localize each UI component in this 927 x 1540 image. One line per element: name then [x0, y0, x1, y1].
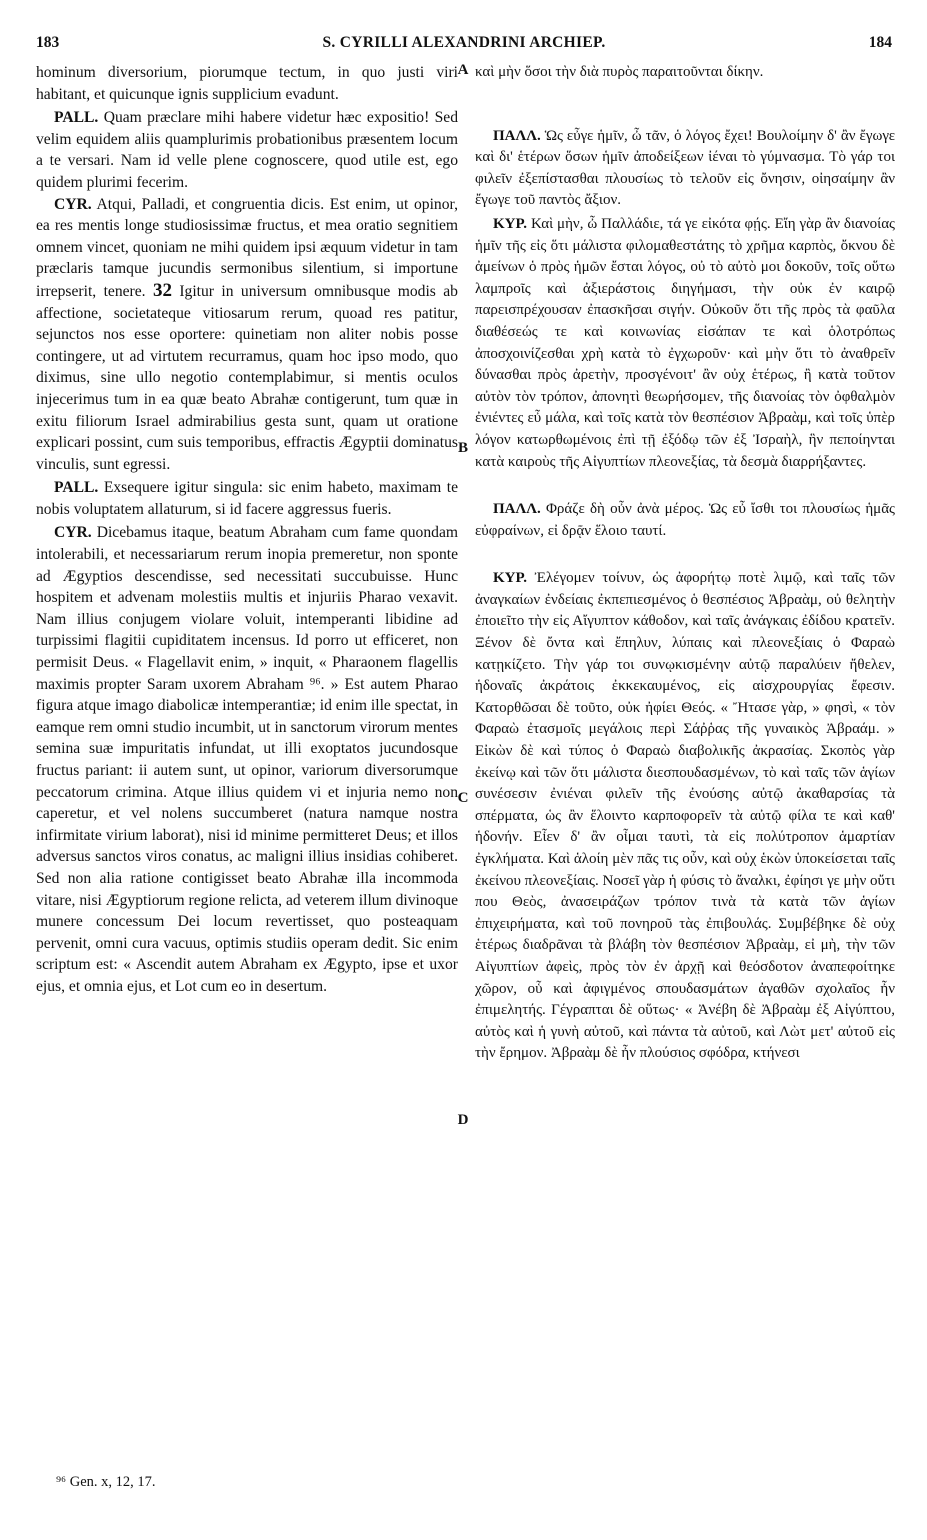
greek-paragraph — [475, 499, 895, 542]
page-number-left: 183 — [36, 34, 60, 51]
paragraph-text: καὶ μὴν ὅσοι τὴν διὰ πυρὸς παραιτοῦνται δίκην. — [475, 64, 764, 80]
footnote: ⁹⁶ Gen. x, 12, 17. — [56, 1474, 156, 1490]
greek-paragraph — [475, 568, 895, 1065]
speaker-label: PALL. — [54, 109, 99, 127]
speaker-label: ΠΑΛΛ. — [493, 127, 541, 144]
latin-paragraph — [36, 522, 458, 997]
margin-marker-c: C — [457, 790, 469, 806]
greek-paragraph — [475, 214, 895, 473]
speaker-label: PALL. — [54, 479, 99, 497]
paragraph-text: Ἐλέγομεν τοίνυν, ὡς ἀφορήτῳ ποτὲ λιμῷ, καὶ ταῖς τῶν ἀναγκαίων ἐνδείαις ἐκπεπιεσμένος ὁ θεσπέσιος Ἀβραὰμ, οὐ θελητὴν ἐποιεῖτο τὴν εἰς Αἴγυπτον κάθοδον, καὶ ταῖς ἀνάγκαις ἐδίδου κρατεῖν. Ξένον δὲ ὄντα καὶ ἔπηλυν, λύπαις καὶ πλεονεξίαις ὁ Φαραὼ κατῃκίζετο. Τὴν γάρ τοι συνῳκισμένην αὐτῷ παραλύειν ἤθελεν, ἡδοναῖς ἀκράτοις ἐκκεκαυμένος, εἰς αἰσχρουργίας ἔφεσιν. Κατορθῶσαι δὲ τοῦτο, οὐκ ἠφίει Θεός. « Ἤτασε γὰρ, » φησὶ, « τὸν Φαραὼ ἐτασμοῖς μεγάλοις περὶ Σάῤῥας τῆς γυναικὸς Ἀβραάμ. » Εἰκὼν δὲ καὶ τύπος ὁ Φαραὼ διαβολικῆς ἀκρασίας. Σκοπὸς γὰρ ἐκείνῳ καὶ τῶν ὅτι μάλιστα διεσπουδασμένων, τὸ καὶ ταῖς τῶν ἁγίων συνέσεσιν ἐνιέναι φιλεῖν τῆς ἐνούσης αὐτῷ ἀκαθαρσίας τὰ σπέρματα, ὡς ἂν ἕλοιντο καρποφορεῖν τὰ αὐτῷ φίλα τε καὶ καθ' ἡδονήν. Εἶεν δ' ἂν οἶμαι ταυτὶ, τὰ εἰς πολύτροπον ἁμαρτίαν ἐγκλήματα. Καὶ ἁλοίη μὲν πᾶς τις οὖν, καὶ οὐχ ἑκὼν ὑποκείσεται ταῖς ἐκείνου πλεονεξίαις. Νοσεῖ γὰρ ἡ φύσις τὸ ἄναλκι, ἐφίησι γε μὴν οὔτι που Θεὸς, ἀνασειράζων τρόπον τινὰ τὰ κατὰ τῶν ἁγίων ἐπιχειρήματα, καὶ τοῦ πονηροῦ τὰς ἐπιβουλάς. Συμβέβηκε δὲ οὐχ ἑτέρως διαδρᾶναι τὰ βλάβη τὸν θεσπέσιον Ἀβραὰμ, εἰ μὴ, τὴν τῶν Αἰγυπτίων ἀφεὶς, πρὸς τὸν ἐν ἀρχῇ καὶ θεόσδοτον ἀναπεφοίτηκε χῶρον, οὗ καὶ ἀφιγμένος σπουδασμάτων ἀγαθῶν σχολαῖος ἦν ἐπιμελητής. Γέγραπται δὲ οὕτως· « Ἀνέβη δὲ Ἀβραὰμ ἐξ Αἰγύπτου, αὐτὸς καὶ ἡ γυνὴ αὐτοῦ, καὶ πάντα τὰ αὐτοῦ, καὶ Λὼτ μετ' αὐτοῦ εἰς τὴν ἔρημον. Ἀβραὰμ δὲ ἦν πλούσιος σφόδρα, κτήνεσι — [475, 570, 895, 1062]
speaker-label: CYR. — [54, 195, 92, 213]
section-number: 32 — [152, 279, 172, 301]
latin-paragraph — [36, 477, 458, 520]
latin-column — [36, 62, 458, 998]
paragraph-text: Exsequere igitur singula: sic enim habeto, maximam te nobis voluptatem allaturum, si id facere aggressus fueris. — [36, 479, 458, 518]
running-title: S. CYRILLI ALEXANDRINI ARCHIEP. — [322, 34, 606, 51]
latin-paragraph — [36, 107, 458, 193]
margin-marker-a: A — [457, 62, 469, 78]
greek-paragraph — [475, 126, 895, 212]
page-number-right: 184 — [868, 34, 892, 51]
latin-paragraph — [36, 62, 458, 105]
greek-column — [475, 62, 895, 1065]
latin-paragraph — [36, 194, 458, 476]
paragraph-text: hominum diversorium, piorumque tectum, in quo justi viri habitant, et quicunque ignis supplicium evadunt. — [36, 64, 458, 103]
speaker-label: ΚΥΡ. — [493, 570, 528, 587]
speaker-label: CYR. — [54, 524, 92, 542]
paragraph-text: Igitur in universum omnibusque modis ab affectione, societateque vitiosarum rerum, quoad res patitur, sejunctos nos esse oportere: quinetiam non aliter nobis posse contingere, ut ad virtutem recurramus, quam hoc ipso modo, quo diximus, sine ullo negotio contemplabimur, si mentis oculos injecerimus tum in ea quæ beato Abrahæ contigerunt, tum quæ in exitu filiorum Israel admirabilius gesta sunt, quam ut oratione explicari possint, cum suis temporibus, effractis Ægyptii dominatus vinculis, sunt egressi. — [36, 282, 458, 473]
margin-marker-d: D — [457, 1112, 469, 1128]
paragraph-text: Dicebamus itaque, beatum Abraham cum fame quondam intolerabili, et necessariarum rerum inopia premeretur, non sponte ad Ægyptios descendisse, sed necessitati succubuisse. Hunc hospitem et advenam molestiis multis et injuriis Pharao vexavit. Nam illius conjugem violare voluit, intemperanti libidine ad turpissimi flagitii cupiditatem incensus. Id porro ut efficeret, non permisit Deus. « Flagellavit enim, » inquit, « Pharaonem flagellis maximis propter Saram uxorem Abraham ⁹⁶. » Est autem Pharao figura atque imago diabolicæ intemperantiæ; id enim ille spectat, in eamque rem omni studio incumbit, ut in sanctorum virorum mentes semina suæ impuritatis infundat, ut illi exoptatos jucundosque fructus pariant: ii autem sunt, ut opinor, variorum diversorumque peccatorum crimina. Atque illius quidem vi et injuria nemo non caperetur, et vel nolens succumberet (natura namque nostra infirmitate virium laborat), nisi id minime permitteret Deus; et illos adversus sanctos viros conatus, ac maligni illius insidias cohiberet. Sed non alia ratione contigisset beato Abrahæ illa incommoda vitare, nisi Ægyptiorum regione relicta, ad veterem illum divinoque munere concessum Dei locum revertisset, quo posteaquam pervenit, omni cura vacuus, optimis studiis operam dedit. Sic enim scriptum est: « Ascendit autem Abraham ex Ægypto, ipse et uxor ejus, et omnia ejus, et Lot cum eo in desertum. — [36, 524, 458, 995]
paragraph-text: Φράζε δὴ οὖν ἀνὰ μέρος. Ὡς εὖ ἴσθι τοι πλουσίως ἡμᾶς εὐφραίνων, εἰ δρᾷν ἕλοιο ταυτί. — [475, 501, 896, 539]
paragraph-text: Quam præclare mihi habere videtur hæc expositio! Sed velim equidem aliis quamplurimis probationibus præsentem locum a te versari. Nam id velle plene cognoscere, quod utile est, ego quidem plurimi fecerim. — [36, 109, 459, 191]
margin-marker-b: B — [457, 440, 468, 456]
speaker-label: ΠΑΛΛ. — [493, 501, 541, 518]
page-header — [36, 34, 892, 58]
speaker-label: ΚΥΡ. — [493, 215, 528, 232]
paragraph-text: Καὶ μὴν, ὦ Παλλάδιε, τά γε εἰκότα φῄς. Εἴη γὰρ ἂν διανοίας ἡμῖν τῆς εἰς ὅτι μάλιστα φιλομαθεστάτης τὸ χρῆμα καρπὸς, ὄκνου δὲ ἀμείνων ὁ πρὸς ἡμῶν ἔσται λόγος, οὐ τὸ αὐτὸ μοι δοκοῦν, τοῖς οὕτω λαμπροῖς καὶ ἀξιεράστοις διηγήμασι, τὴν οὐκ ἐν καιρῷ παρεισπρέχουσαν ἐπασκῆσαι σιγήν. Οὐκοῦν ὅτι τῆς πρὸς τὰ φαῦλα διαθέσεώς τε καὶ κοινωνίας εἰσάπαν τε καὶ ὁλοτρόπως ἀποσχοινίζεσθαι χρὴ κατὰ τὸ ἐγχωροῦν· καὶ μὴν ὅτι τὸ ἀναθρεῖν δύνασθαι πρὸς ἀρετὴν, προσγένοιτ' ἂν οὐχ ἑτέρως, ἢ κατὰ τοῦτον αὐτὸν τὸν τρόπον, ἀπονητὶ θεωρήσομεν, τῆς διανοίας τὸν ὀφθαλμὸν ἐνιέντες εὖ μάλα, καὶ τοῖς κατὰ τὸν θεσπέσιον Ἀβραὰμ, καὶ τοῖς ὑπὲρ λόγον κατωρθωμένοις ἐπὶ τῇ ἐξόδῳ τῶν ἐξ Ἰσραὴλ, ἣν πεποίηνται κατὰ καιροὺς τῆς Αἰγυπτίων πλεονεξίας, τὰ δεσμὰ διαρρήξαντες. — [475, 215, 895, 470]
paragraph-text: Atqui, Palladi, et congruentia dicis. Est enim, ut opinor, ea res mentis longe studiosissimæ fructus, et mea oratio segnitiem omnem vincet, quoniam ne mihi quidem ipsi æquum videtur in tam præclaris tamque jucundis sermonibus silentium, si importune irrepserit, tenere. — [36, 195, 458, 300]
paragraph-text: Ὡς εὖγε ἡμῖν, ὦ τᾶν, ὁ λόγος ἔχει! Βουλοίμην δ' ἂν ἔγωγε καὶ δι' ἑτέρων ὅσων ἡμῖν ἀποδείξεων ἰέναι τὸ γύμνασμα. Τὸ γάρ τοι φιλεῖν ἐξεπίστασθαι πλουσίως τὸ τελοῦν εἰς ὄνησιν, οἰησαίμην ἂν ἔγωγε τοῦ παντὸς ἄξιον. — [475, 127, 896, 209]
greek-paragraph — [475, 62, 895, 84]
